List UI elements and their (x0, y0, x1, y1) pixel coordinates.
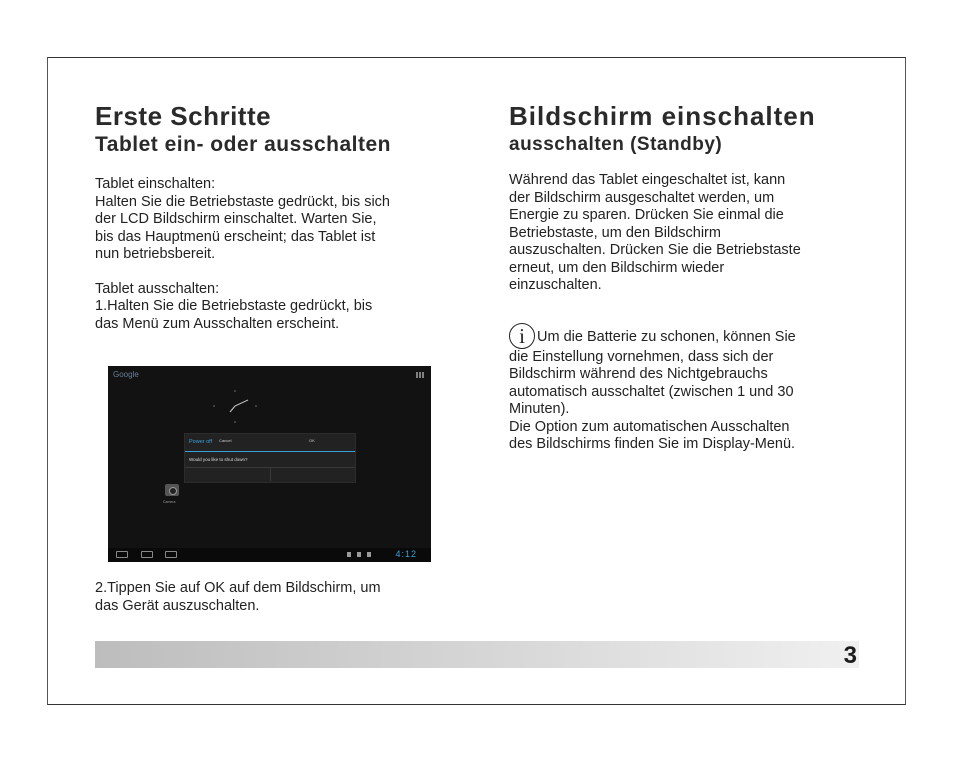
section-subtitle: ausschalten (Standby) (509, 134, 723, 155)
right-column (509, 100, 869, 454)
standby-line: Während das Tablet eingeschaltet ist, kann (509, 172, 786, 188)
back-icon (116, 551, 128, 558)
google-search-label: Google (113, 370, 139, 379)
ok-button[interactable]: OK (309, 438, 315, 443)
standby-line: der Bildschirm ausgeschaltet werden, um (509, 189, 775, 206)
section-subtitle: Tablet ein- oder ausschalten (95, 133, 392, 156)
dialog-button-separator (270, 467, 271, 481)
camera-icon (165, 484, 179, 496)
standby-line: Energie zu sparen. Drücken Sie einmal die (509, 207, 784, 223)
section-title: Erste Schritte (95, 101, 272, 131)
tablet-off-line: 1.Halten Sie die Betriebstaste gedrückt, bis (95, 298, 373, 314)
tablet-on-line: nun betriebsbereit. (95, 246, 216, 262)
recent-apps-icon (165, 551, 177, 558)
wifi-icon (357, 552, 361, 557)
section-title: Bildschirm einschalten (509, 101, 816, 131)
step2-line: das Gerät auszuschalten. (95, 597, 260, 614)
dialog-title: Power off (189, 439, 213, 445)
tablet-on-heading: Tablet einschalten: (95, 176, 216, 192)
tablet-off-line: das Menü zum Ausschalten erscheint. (95, 315, 340, 332)
tablet-on-line: Halten Sie die Betriebstaste gedrückt, bis sich (95, 193, 390, 210)
note-line: Bildschirm während des Nichtgebrauchs (509, 366, 768, 382)
note-text: Um die Batterie zu schonen, können Sie (537, 328, 796, 345)
tablet-screenshot (108, 366, 431, 562)
note-line: des Bildschirms finden Sie im Display-Menü. (509, 436, 796, 452)
standby-line: erneut, um den Bildschirm wieder (509, 259, 725, 276)
page-footer-bar (95, 641, 859, 668)
tablet-on-line: bis das Hauptmenü erscheint; das Tablet ist (95, 228, 376, 245)
system-bar (108, 548, 431, 562)
tablet-on-line: der LCD Bildschirm einschaltet. Warten Sie, (95, 211, 377, 227)
note-line: die Einstellung vornehmen, dass sich der (509, 348, 774, 365)
tablet-off-heading: Tablet ausschalten: (95, 280, 220, 297)
left-column (95, 100, 455, 333)
standby-line: auszuschalten. Drücken Sie die Betriebstaste (509, 242, 801, 258)
note-line: Minuten). (509, 401, 570, 417)
step2-line: 2.Tippen Sie auf OK auf dem Bildschirm, um (95, 580, 381, 596)
camera-label: Camera (163, 500, 176, 504)
cancel-button[interactable]: Cancel (219, 438, 232, 443)
info-icon: i (509, 323, 535, 349)
home-icon (141, 551, 153, 558)
note-line: automatisch ausschaltet (zwischen 1 und 30 (509, 383, 794, 400)
step2-block (95, 580, 455, 615)
battery-icon (367, 552, 371, 557)
power-off-dialog (184, 433, 356, 483)
page-number: 3 (843, 642, 857, 669)
standby-line: einzuschalten. (509, 277, 602, 293)
dialog-message: Would you like to shut down? (189, 457, 248, 462)
analog-clock-icon (208, 386, 262, 426)
note-first-line (509, 323, 869, 349)
usb-icon (347, 552, 351, 557)
apps-grid-icon (416, 372, 424, 378)
note-line: Die Option zum automatischen Ausschalten (509, 418, 790, 435)
dialog-divider (185, 451, 355, 452)
status-time: 4:12 (395, 549, 417, 559)
standby-line: Betriebstaste, um den Bildschirm (509, 224, 721, 241)
